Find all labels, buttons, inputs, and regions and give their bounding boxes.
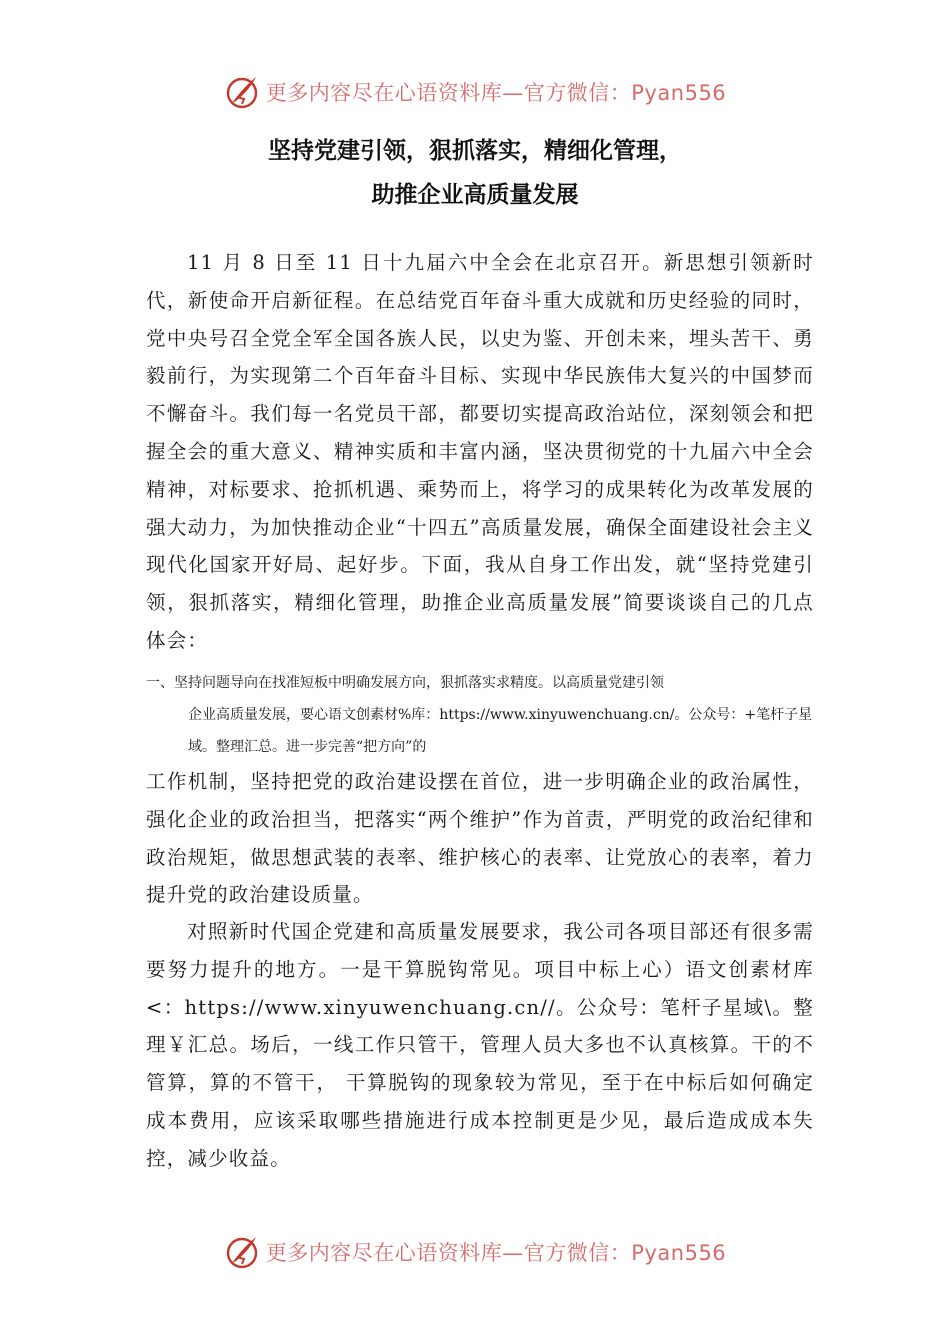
section-heading-1-line1: 一、坚持问题导向在找准短板中明确发展方向，狠抓落实求精度。以高质量党建引领 xyxy=(146,675,664,691)
document-title-line1: 坚持党建引领，狠抓落实，精细化管理， xyxy=(268,138,682,164)
paragraph-political-building: 工作机制，坚持把党的政治建设摆在首位，进一步明确企业的政治属性，强化企业的政治担当，把落实“两个维护”作为首责，严明党的政治纪律和政治规矩，做思想武装的表率、维护核心的表率、让党放心的表率，着力提升党的政治建设质量。 xyxy=(146,770,814,907)
document-title-line2: 助推企业高质量发展 xyxy=(371,182,579,208)
section-heading-1-rest: 企业高质量发展，要心语文创素材%库：https://www.xinyuwenchuang.cn/。公众号：+笔杆子星域。整理汇总。进一步完善“把方向”的 xyxy=(188,707,813,755)
watermark-text: 更多内容尽在心语资料库—官方微信：Pyan556 xyxy=(265,1241,727,1265)
section-heading-1 xyxy=(146,667,836,763)
paragraph-intro: 11 月 8 日至 11 日十九届六中全会在北京召开。新思想引领新时代，新使命开启新征程。在总结党百年奋斗重大成就和历史经验的同时，党中央号召全党全军全国各族人民，以史为鉴、开创未来，埋头苦干、勇毅前行，为实现第二个百年奋斗目标、实现中华民族伟大复兴的中国梦而不懈奋斗。我们每一名党员干部，都要切实提高政治站位，深刻领会和把握全会的重大意义、精神实质和丰富内涵，坚决贯彻党的十九届六中全会精神，对标要求、抢抓机遇、乘势而上，将学习的成果转化为改革发展的强大动力，为加快推动企业“十四五”高质量发展，确保全面建设社会主义现代化国家开好局、起好步。下面，我从自身工作出发，就“坚持党建引领，狠抓落实，精细化管理，助推企业高质量发展”简要谈谈自己的几点体会： xyxy=(146,251,814,652)
watermark-banner-bottom xyxy=(0,1232,950,1272)
watermark-text: 更多内容尽在心语资料库—官方微信：Pyan556 xyxy=(265,81,727,105)
watermark-banner-top xyxy=(0,72,950,112)
quill-logo-icon xyxy=(224,1233,262,1271)
quill-logo-icon xyxy=(224,73,262,111)
paragraph-cost-control: 对照新时代国企党建和高质量发展要求，我公司各项目部还有很多需要努力提升的地方。一是干算脱钩常见。项目中标上心）语文创素材库<：https://www.xinyuwenchuang.cn//。公众号：笔杆子星域\。整理￥汇总。场后，一线工作只管干，管理人员大多也不认真核算。干的不管算，算的不管干， 干算脱钩的现象较为常见，至于在中标后如何确定成本费用，应该采取哪些措施进行成本控制更是少见，最后造成成本失控，减少收益。 xyxy=(146,920,814,1170)
